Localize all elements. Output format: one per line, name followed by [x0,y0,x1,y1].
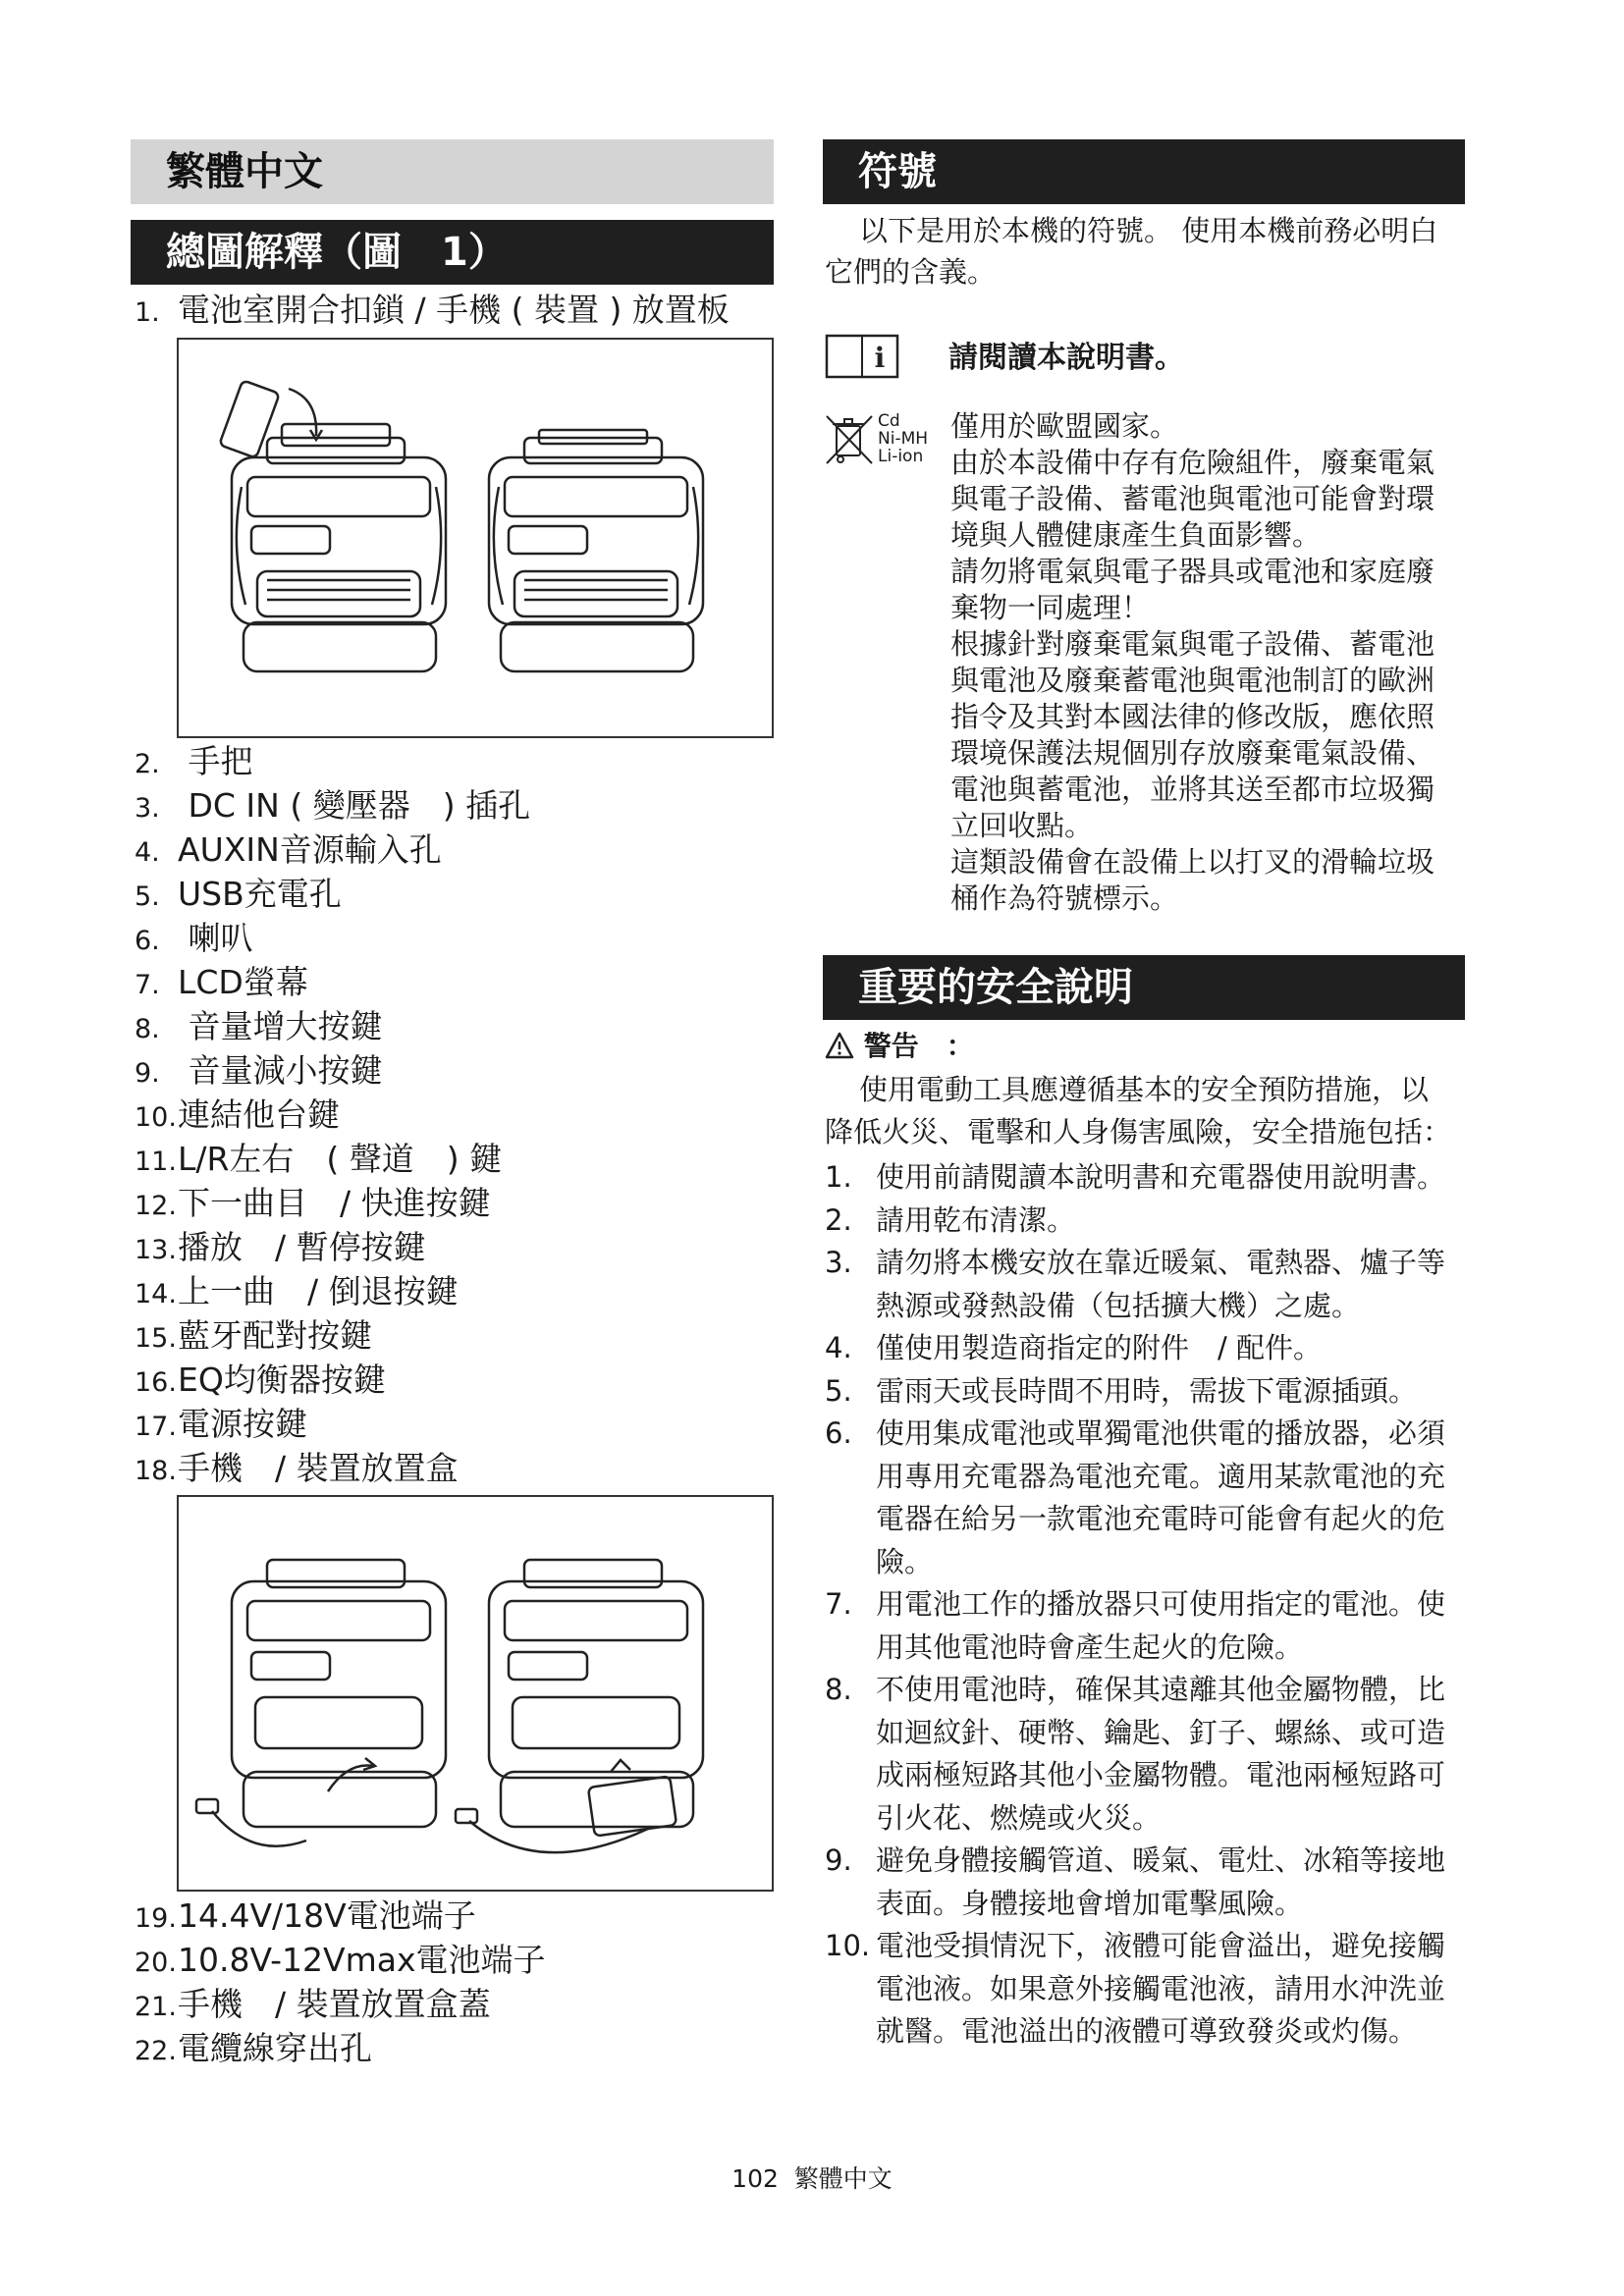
weee-text: 僅用於歐盟國家。 由於本設備中存有危險組件，廢棄電氣 與電子設備、蓄電池與電池可能會對環 境與人體健康產生負面影響。 請勿將電氣與電子器具或電池和家庭廢 棄物一同處理！ 根據針對廢棄電氣與電子設備、蓄電池 與電池及廢棄蓄電池與電池制訂的歐洲 指令及其對本國法律的修改版，應依照 環境保護法規個別存放廢棄電氣設備、 電池與蓄電池，並將其送至都市垃圾獨 立回收點。 這類設備會在設備上以打叉的滑輪垃圾 桶作為符號標示。 [950,409,1435,915]
list-item: 7. LCD螢幕 [135,963,308,1001]
safety-item-text: 電池受損情況下，液體可能會溢出，避免接觸 電池液。如果意外接觸電池液，請用水沖洗並 就醫。電池溢出的液體可導致發炎或灼傷。 [876,1929,1446,2048]
weee-chemistry-labels: Cd Ni-MH Li-ion [878,411,929,466]
safety-item [825,1925,1473,2054]
safety-item-text: 使用集成電池或單獨電池供電的播放器，必須 用專用充電器為電池充電。適用某款電池的充 電器在給另一款電池充電時可能會有起火的危 險。 [876,1416,1446,1578]
safety-item [825,1242,1473,1327]
list-item: 10.連結他台鍵 [135,1095,340,1134]
section-title-safety: 重要的安全說明 [823,955,1465,1020]
warning-label: 警告 ： [825,1027,974,1066]
safety-item [825,1583,1473,1669]
page-number: 102 [731,2164,779,2193]
figure-1-top [177,338,774,738]
read-manual-text: 請閱讀本說明書。 [948,341,1184,375]
list-item: 14.上一曲 / 倒退按鍵 [135,1272,459,1310]
safety-intro: 使用電動工具應遵循基本的安全預防措施，以 [859,1073,1430,1106]
safety-item-text: 不使用電池時，確保其遠離其他金屬物體，比 如迴紋針、硬幣、鑰匙、釘子、螺絲、或可造 成兩極短路其他小金屬物體。電池兩極短路可 引火花、燃燒或火災。 [876,1673,1446,1835]
safety-item-text: 請勿將本機安放在靠近暖氣、電熱器、爐子等 熱源或發熱設備（包括擴大機）之處。 [876,1246,1446,1322]
list-item: 15.藍牙配對按鍵 [135,1316,372,1355]
list-item: 20.10.8V-12Vmax電池端子 [135,1941,546,1979]
section-title-symbols: 符號 [823,139,1465,204]
safety-item-number: 10. [825,1929,871,1962]
safety-item [825,1669,1473,1840]
safety-item-number: 2. [825,1202,852,1237]
list-item: 21.手機 / 裝置放置盒蓋 [135,1985,491,2023]
safety-item-number: 8. [825,1673,852,1706]
safety-item-number: 7. [825,1587,852,1621]
list-item: 12.下一曲目 / 快進按鍵 [135,1184,491,1222]
list-item: 1. 電池室開合扣鎖 / 手機 ( 裝置 ) 放置板 [135,291,730,329]
safety-item [825,1156,1473,1200]
safety-item-text: 請用乾布清潔。 [876,1202,1076,1237]
list-item: 5. USB充電孔 [135,875,342,913]
safety-item [825,1370,1473,1414]
safety-item-text: 雷雨天或長時間不用時，需拔下電源插頭。 [876,1373,1418,1408]
list-item: 16.EQ均衡器按鍵 [135,1361,386,1399]
safety-intro-cont: 降低火災、電擊和人身傷害風險，安全措施包括： [825,1115,1452,1148]
weee-symbol [823,412,876,471]
language-title: 繁體中文 [131,139,774,204]
figure-1-bottom [177,1495,774,1892]
safety-item-number: 9. [825,1843,852,1877]
list-item: 4. AUXIN音源輸入孔 [135,830,442,869]
speaker-illustration-phone-placement [179,340,772,736]
safety-list [825,1156,1473,2054]
list-item: 6. 喇叭 [135,919,253,957]
list-item: 13.播放 / 暫停按鍵 [135,1228,426,1266]
safety-item-text: 僅使用製造商指定的附件 / 配件。 [876,1331,1322,1364]
safety-item-number: 4. [825,1331,852,1364]
list-item: 2. 手把 [135,742,253,780]
speaker-illustration-device-box [179,1497,772,1890]
list-item: 17.電源按鍵 [135,1405,307,1443]
safety-item-text: 用電池工作的播放器只可使用指定的電池。使 用其他電池時會產生起火的危險。 [876,1587,1446,1664]
footer-language: 繁體中文 [793,2164,893,2193]
symbols-intro: 以下是用於本機的符號。 使用本機前務必明白 [859,214,1438,247]
list-item: 3. DC IN ( 變壓器 ) 插孔 [135,786,531,825]
safety-item [825,1200,1473,1243]
read-manual-symbol [825,334,899,383]
warning-triangle-icon [825,1032,854,1059]
safety-item [825,1413,1473,1583]
safety-item-number: 6. [825,1416,852,1450]
safety-item [825,1840,1473,1925]
list-item: 9. 音量減小按鍵 [135,1051,383,1090]
safety-item-number: 1. [825,1160,852,1194]
list-item: 18.手機 / 裝置放置盒 [135,1449,459,1487]
safety-item-text: 避免身體接觸管道、暖氣、電灶、冰箱等接地 表面。身體接地會增加電擊風險。 [876,1843,1446,1920]
section-title-overview: 總圖解釋（圖 1） [131,220,774,285]
manual-info-icon [825,334,899,379]
list-item: 8. 音量增大按鍵 [135,1007,383,1045]
list-item: 19.14.4V/18V電池端子 [135,1896,476,1935]
list-item: 11.L/R左右 ( 聲道 ) 鍵 [135,1140,503,1178]
safety-item-number: 3. [825,1246,852,1279]
safety-item [825,1327,1473,1370]
crossed-bin-icon [823,412,876,467]
safety-item-number: 5. [825,1373,852,1408]
svg-text:i: i [874,342,886,374]
symbols-intro-cont: 它們的含義。 [825,255,997,289]
list-item: 22.電纜線穿出孔 [135,2029,372,2067]
page-footer [0,2160,1624,2195]
safety-item-text: 使用前請閱讀本說明書和充電器使用說明書。 [876,1160,1446,1194]
